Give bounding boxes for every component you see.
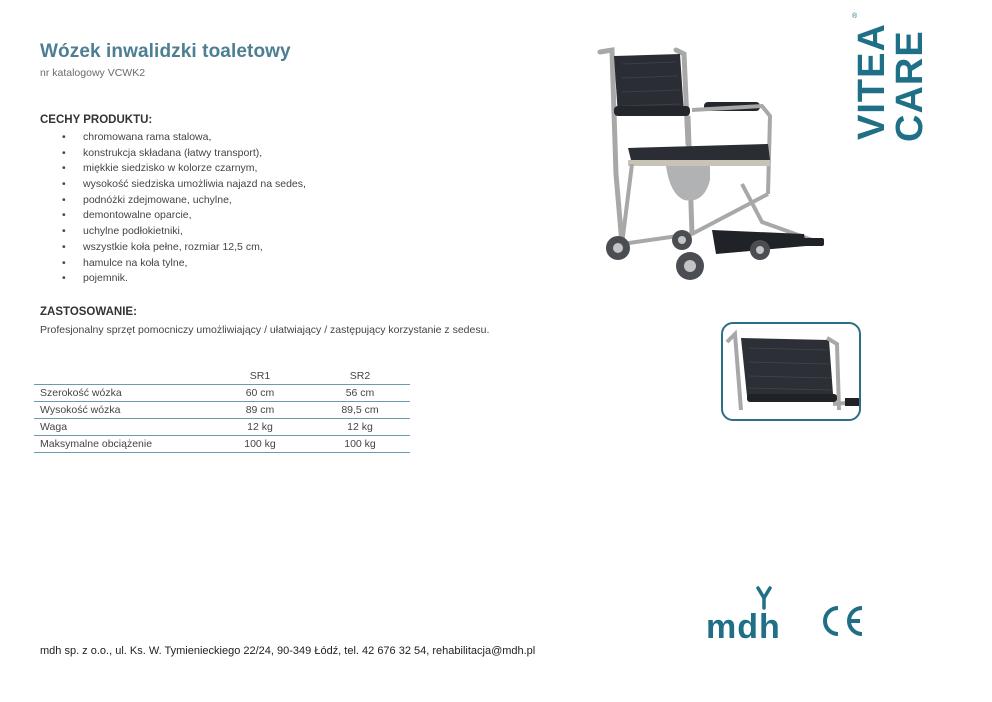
- backrest-detail-image: [723, 324, 859, 419]
- list-item: • uchylne podłokietniki,: [40, 224, 306, 240]
- vitea-care-logo: [836, 8, 936, 148]
- table-header-row: [34, 368, 410, 385]
- table-cell: 89 cm: [245, 404, 275, 416]
- table-cell: 100 kg: [244, 438, 276, 450]
- table-row: [34, 385, 410, 402]
- mdh-logo: [706, 586, 798, 642]
- table-cell: 12 kg: [347, 421, 373, 433]
- list-item: • wszystkie koła pełne, rozmiar 12,5 cm,: [40, 240, 306, 256]
- table-cell: 56 cm: [345, 387, 375, 399]
- features-heading: CECHY PRODUKTU:: [40, 114, 153, 126]
- features-list: [40, 130, 306, 287]
- list-item: • konstrukcja składana (łatwy transport),: [40, 146, 306, 162]
- table-cell: 89,5 cm: [341, 404, 379, 416]
- care-logo-text: CARE: [889, 30, 931, 142]
- list-item: • miękkie siedzisko w kolorze czarnym,: [40, 161, 306, 177]
- svg-text:®: ®: [852, 13, 858, 20]
- wheelchair-image: [592, 44, 828, 286]
- table-cell: 60 cm: [245, 387, 275, 399]
- list-item: • demontowalne oparcie,: [40, 208, 306, 224]
- ce-mark-icon: [818, 604, 866, 638]
- list-item: • podnóżki zdejmowane, uchylne,: [40, 193, 306, 209]
- table-cell: Maksymalne obciążenie: [40, 438, 153, 450]
- table-header-cell: SR2: [349, 370, 371, 382]
- table-row: [34, 402, 410, 419]
- footer-address: mdh sp. z o.o., ul. Ks. W. Tymienieckiego 22/24, 90-349 Łódź, tel. 42 676 32 54, rehabilitacja@mdh.pl: [40, 645, 536, 657]
- table-cell: Wysokość wózka: [40, 404, 121, 416]
- list-item: • pojemnik.: [40, 271, 306, 287]
- usage-text: Profesjonalny sprzęt pomocniczy umożliwiający / ułatwiający / zastępujący korzystanie z sedesu.: [40, 324, 490, 336]
- table-cell: 100 kg: [344, 438, 376, 450]
- catalog-number: nr katalogowy VCWK2: [40, 67, 146, 79]
- table-cell: Waga: [40, 421, 68, 433]
- vitea-logo-text: VITEA: [851, 23, 893, 140]
- table-row: [34, 436, 410, 453]
- table-header-cell: SR1: [249, 370, 271, 382]
- list-item: • chromowana rama stalowa,: [40, 130, 306, 146]
- table-row: [34, 419, 410, 436]
- list-item: • wysokość siedziska umożliwia najazd na sedes,: [40, 177, 306, 193]
- mdh-logo-text: mdh: [706, 608, 781, 642]
- spec-table: [34, 368, 410, 453]
- page-title: Wózek inwalidzki toaletowy: [40, 41, 291, 62]
- usage-heading: ZASTOSOWANIE:: [40, 306, 137, 318]
- table-cell: 12 kg: [247, 421, 273, 433]
- table-cell: Szerokość wózka: [40, 387, 122, 399]
- table-header-cell: [34, 368, 210, 385]
- thumbnail-image: [721, 322, 861, 421]
- list-item: • hamulce na koła tylne,: [40, 256, 306, 272]
